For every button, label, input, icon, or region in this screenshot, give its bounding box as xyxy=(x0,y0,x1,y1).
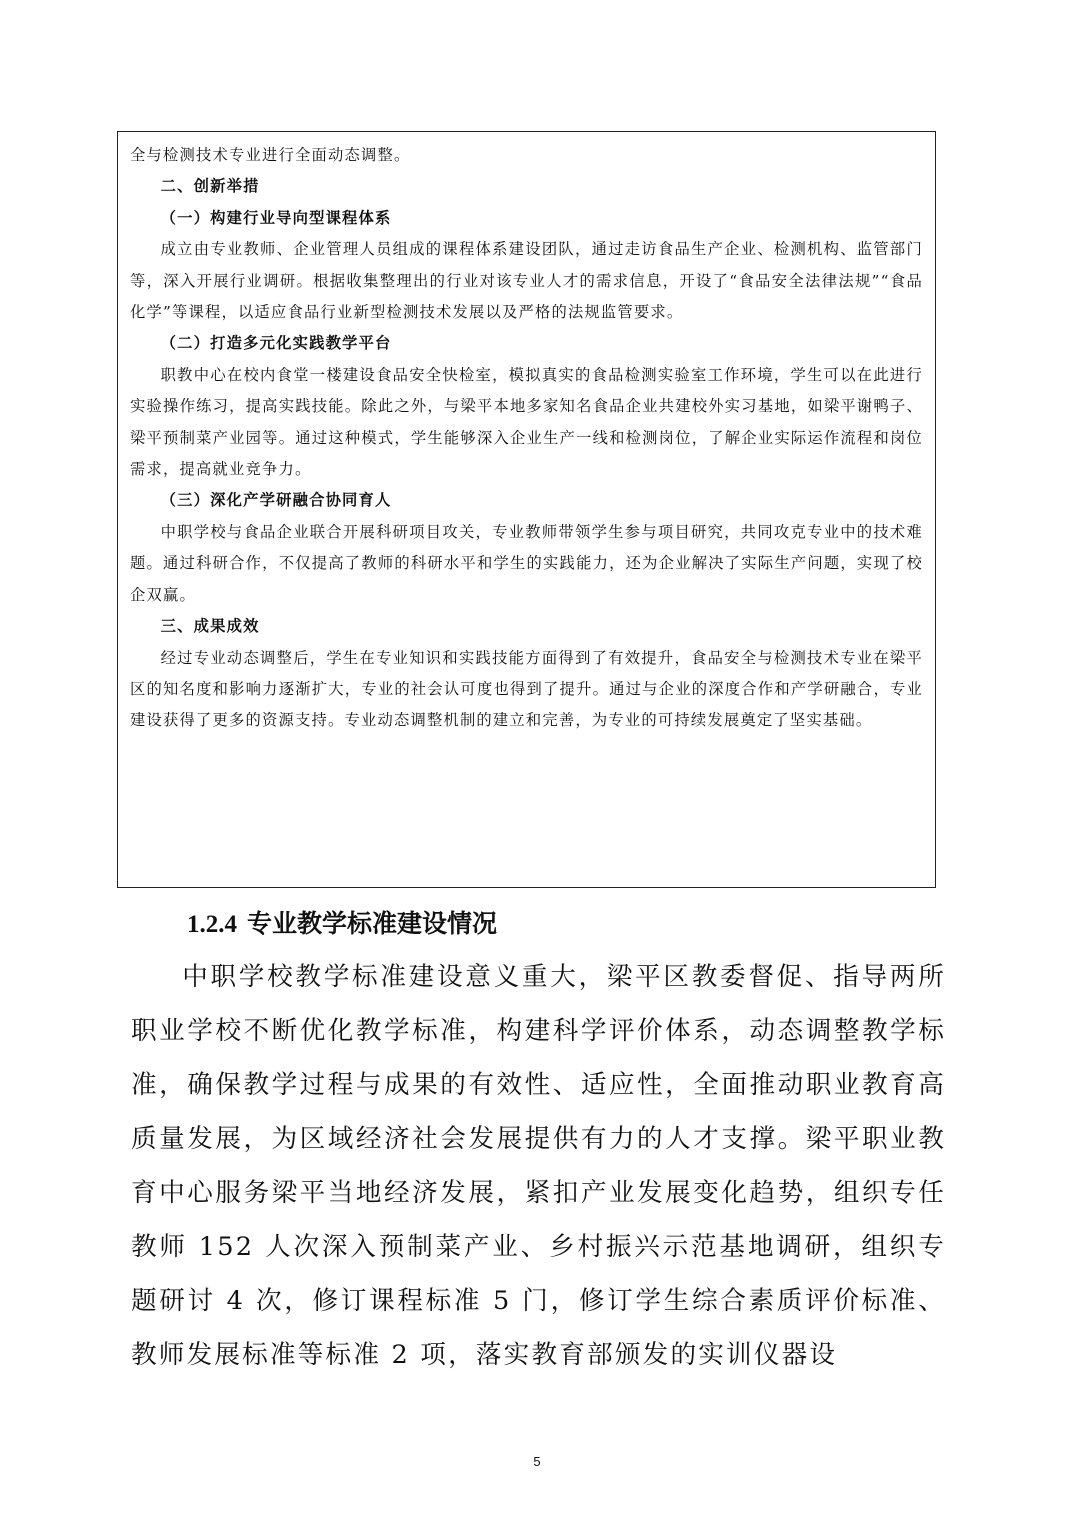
box-subheading-2: （二）打造多元化实践教学平台 xyxy=(160,334,392,353)
box-paragraph-continuation: 全与检测技术专业进行全面动态调整。 xyxy=(130,146,411,164)
box-heading-innovation: 二、创新举措 xyxy=(160,177,260,196)
box-heading-results: 三、成果成效 xyxy=(160,617,260,636)
box-paragraph-4: 经过专业动态调整后，学生在专业知识和实践技能方面得到了有效提升，食品安全与检测技术专业在梁平区的知名度和影响力逐渐扩大，专业的社会认可度也得到了提升。通过与企业的深度合作和产学研融合，专业建设获得了更多的资源支持。专业动态调整机制的建立和完善，为专业的可持续发展奠定了坚实基础。 xyxy=(130,648,923,730)
box-paragraph-3: 中职学校与食品企业联合开展科研项目攻关，专业教师带领学生参与项目研究，共同攻克专业中的技术难题。通过科研合作，不仅提高了教师的科研水平和学生的实践能力，还为企业解决了实际生产问题，实现了校企双赢。 xyxy=(130,522,923,604)
box-paragraph-2: 职教中心在校内食堂一楼建设食品安全快检室，模拟真实的食品检测实验室工作环境，学生可以在此进行实验操作练习，提高实践技能。除此之外，与梁平本地多家知名食品企业共建校外实习基地，如梁平谢鸭子、梁平预制菜产业园等。通过这种模式，学生能够深入企业生产一线和检测岗位，了解企业实际运作流程和岗位需求，提高就业竞争力。 xyxy=(130,365,923,479)
box-subheading-3: （三）深化产学研融合协同育人 xyxy=(160,491,392,510)
page-number: 5 xyxy=(533,1454,541,1469)
section-title: 专业教学标准建设情况 xyxy=(247,909,498,938)
body-text xyxy=(131,950,946,1382)
section-number: 1.2.4 xyxy=(187,911,237,938)
section-heading xyxy=(187,904,497,945)
box-paragraph-1: 成立由专业教师、企业管理人员组成的课程体系建设团队，通过走访食品生产企业、检测机构、监管部门等，深入开展行业调研。根据收集整理出的行业对该专业人才的需求信息，开设了“食品安全法律法规”“食品化学”等课程，以适应食品行业新型检测技术发展以及严格的法规监管要求。 xyxy=(130,240,923,322)
text-box xyxy=(117,131,936,888)
body-paragraph: 中职学校教学标准建设意义重大，梁平区教委督促、指导两所职业学校不断优化教学标准，构建科学评价体系，动态调整教学标准，确保教学过程与成果的有效性、适应性，全面推动职业教育高质量发展，为区域经济社会发展提供有力的人才支撑。梁平职业教育中心服务梁平当地经济发展，紧扣产业发展变化趋势，组织专任教师 152 人次深入预制菜产业、乡村振兴示范基地调研，组织专题研讨 4 次，修订课程标准 5 门，修订学生综合素质评价标准、教师发展标准等标准 2 项，落实教育部颁发的实训仪器设 xyxy=(131,962,946,1370)
box-subheading-1: （一）构建行业导向型课程体系 xyxy=(160,208,392,227)
